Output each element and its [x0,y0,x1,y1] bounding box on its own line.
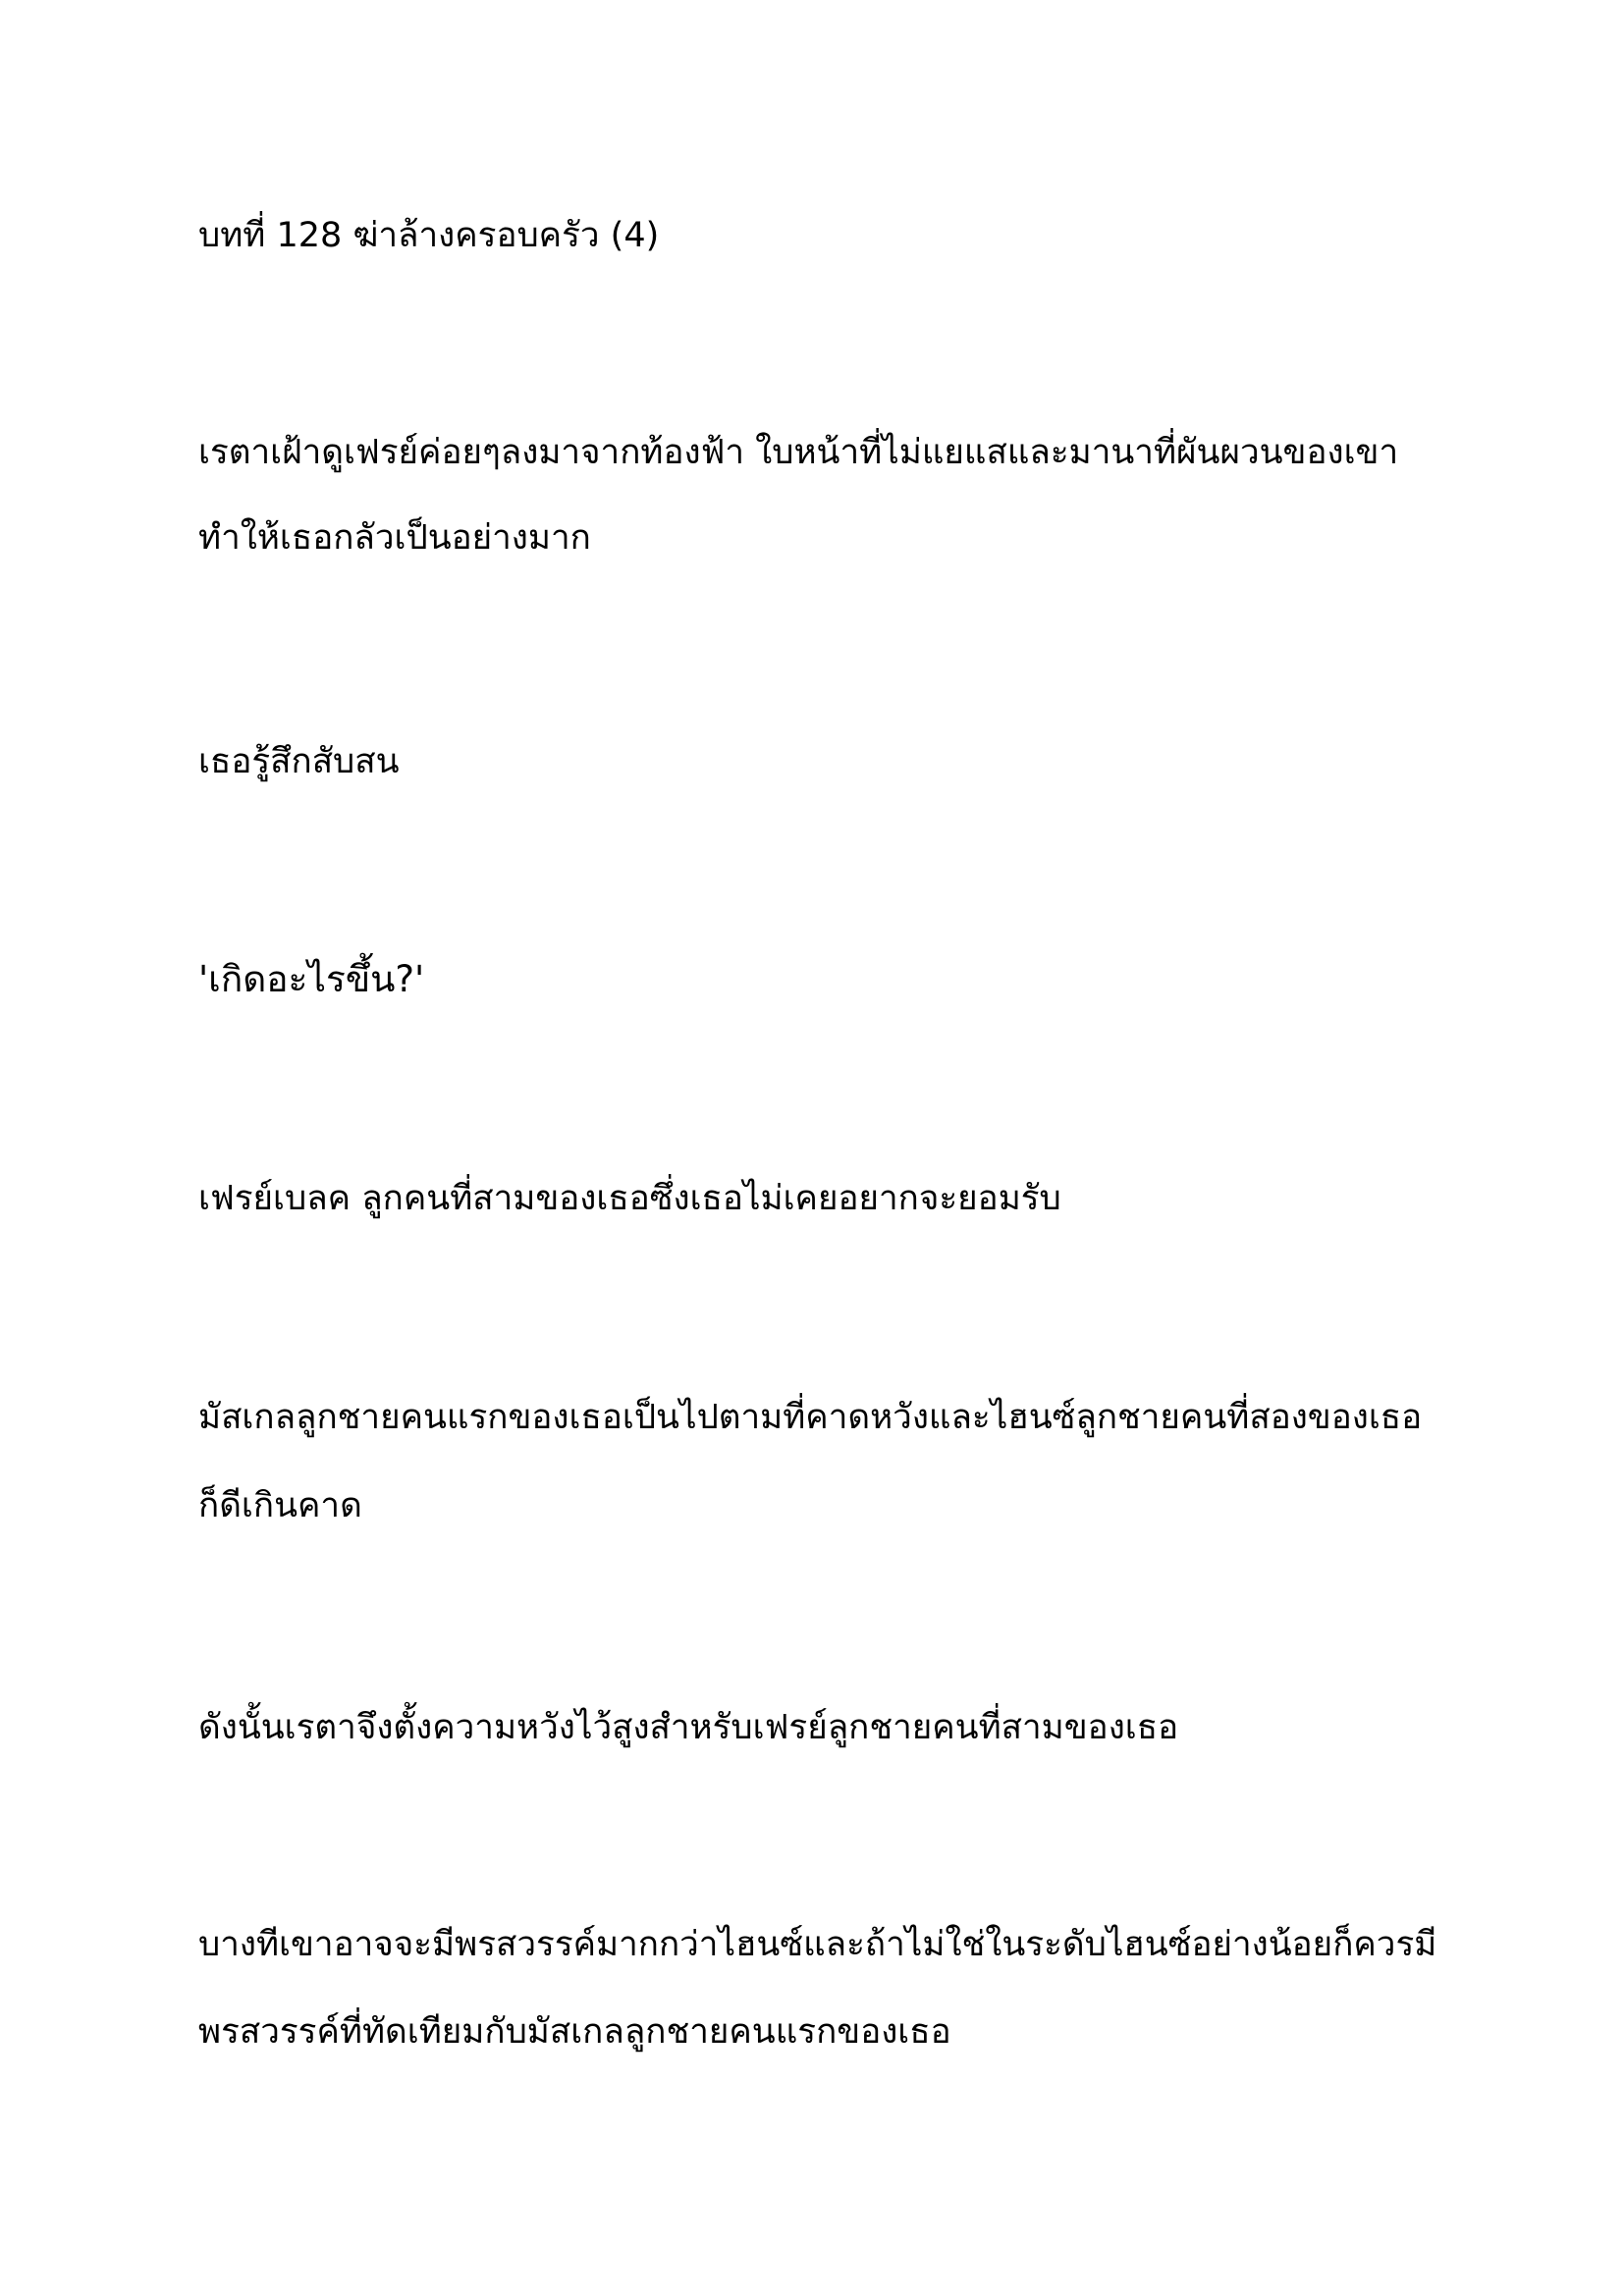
paragraph-7-line-2: พรสวรรค์ที่ทัดเทียมกับมัสเกลลูกชายคนแรกของเธอ [198,2012,951,2052]
paragraph-1-line-1: เรตาเฝ้าดูเฟรย์ค่อยๆลงมาจากท้องฟ้า ใบหน้าที่ไม่แยแสและมานาที่ผันผวนของเขา [198,433,1399,472]
paragraph-5-line-1: มัสเกลลูกชายคนแรกของเธอเป็นไปตามที่คาดหวังและไฮนซ์ลูกชายคนที่สองของเธอ [198,1398,1423,1437]
paragraph-5-line-2: ก็ดีเกินคาด [198,1486,362,1525]
chapter-title: บทที่ 128 ฆ่าล้างครอบครัว (4) [198,216,660,255]
paragraph-6: ดังนั้นเรตาจึงตั้งความหวังไว้สูงสำหรับเฟรย์ลูกชายคนที่สามของเธอ [198,1708,1179,1747]
paragraph-4: เฟรย์เบลค ลูกคนที่สามของเธอซึ่งเธอไม่เคยอยากจะยอมรับ [198,1179,1061,1218]
paragraph-3-thought: 'เกิดอะไรขึ้น?' [198,958,425,1000]
paragraph-2: เธอรู้สึกสับสน [198,742,400,781]
paragraph-1-line-2: ทำให้เธอกลัวเป็นอย่างมาก [198,518,591,558]
paragraph-7-line-1: บางทีเขาอาจจะมีพรสวรรค์มากกว่าไฮนซ์และถ้าไม่ใช่ในระดับไฮนซ์อย่างน้อยก็ควรมี [198,1925,1437,1964]
